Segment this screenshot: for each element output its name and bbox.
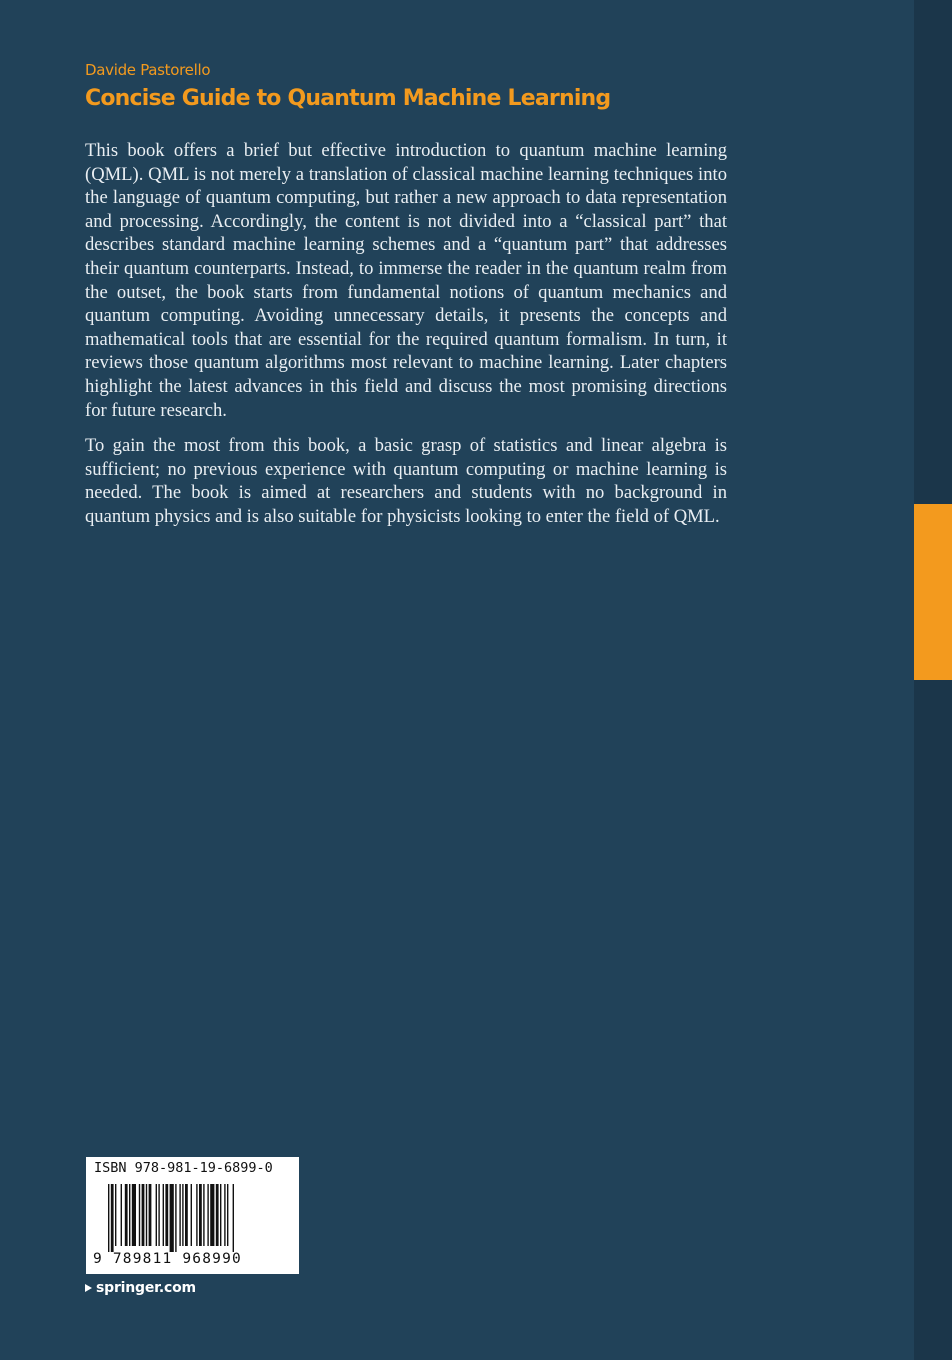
barcode-bar	[179, 1184, 180, 1246]
spine-strip	[914, 0, 952, 1360]
barcode-bar	[121, 1184, 122, 1246]
barcode-bar	[175, 1184, 176, 1252]
barcode-bar	[199, 1184, 202, 1246]
author-name: Davide Pastorello	[85, 61, 211, 79]
barcode-bar	[146, 1184, 147, 1246]
barcode-bar	[227, 1184, 228, 1246]
barcode-bar	[139, 1184, 140, 1246]
barcode-bar	[210, 1184, 214, 1246]
barcode-bar	[182, 1184, 183, 1246]
barcode-bar	[185, 1184, 188, 1246]
barcode-bar	[191, 1184, 192, 1246]
barcode-bar	[158, 1184, 159, 1246]
barcode-bar	[115, 1184, 116, 1246]
barcode-digits: 9 789811 968990	[93, 1251, 242, 1267]
barcode-bar	[165, 1184, 168, 1246]
book-title: Concise Guide to Quantum Machine Learning	[85, 86, 611, 111]
barcode-bar	[163, 1184, 164, 1246]
blurb-paragraph: To gain the most from this book, a basic grasp of statistics and linear algebra is sufficient; no previous experience with quantum computing or machine learning is needed. The book is aimed at researchers and students with no background in quantum physics and is also suitable for physicists looking to enter the field of QML.	[85, 435, 727, 527]
blurb	[85, 139, 727, 541]
barcode-bar	[207, 1184, 208, 1246]
blurb-paragraph: This book offers a brief but effective introduction to quantum machine learning (QML). QML is not merely a translation of classical machine learning techniques into the language of quantum computing, but rather a new approach to data representation and processing. Accordingly, the content is not divided into a “classical part” that describes standard machine learning schemes and a “quantum part” that addresses their quantum counterparts. Instead, to immerse the reader in the quantum realm from the outset, the book starts from fundamental notions of quantum mechanics and quantum computing. Avoiding unnecessary details, it presents the concepts and mathematical tools that are essential for the required quantum formalism. In turn, it reviews those quantum algorithms most relevant to machine learning. Later chapters highlight the latest advances in this field and discuss the most promising directions for future research.	[85, 140, 727, 421]
barcode-bar	[170, 1184, 174, 1252]
barcode-bar	[196, 1184, 197, 1246]
barcode-bar	[220, 1184, 221, 1246]
arrow-right-icon	[85, 1284, 92, 1292]
isbn-barcode	[86, 1157, 299, 1274]
barcode-bars	[108, 1184, 284, 1252]
barcode-bar	[111, 1184, 114, 1252]
barcode-bar	[129, 1184, 130, 1246]
barcode-bar	[156, 1184, 157, 1246]
barcode-bar	[233, 1184, 234, 1252]
barcode-bar	[108, 1184, 109, 1252]
barcode-bar	[216, 1184, 219, 1246]
barcode-bar	[125, 1184, 128, 1246]
barcode-bar	[142, 1184, 145, 1246]
barcode-bar	[224, 1184, 225, 1246]
publisher-link[interactable]	[85, 1280, 196, 1296]
accent-tab	[914, 504, 952, 680]
isbn-label: ISBN 978-981-19-6899-0	[94, 1160, 273, 1176]
barcode-bar	[203, 1184, 204, 1246]
barcode-bar	[132, 1184, 136, 1246]
publisher-url: springer.com	[96, 1280, 196, 1296]
barcode-bar	[149, 1184, 152, 1246]
